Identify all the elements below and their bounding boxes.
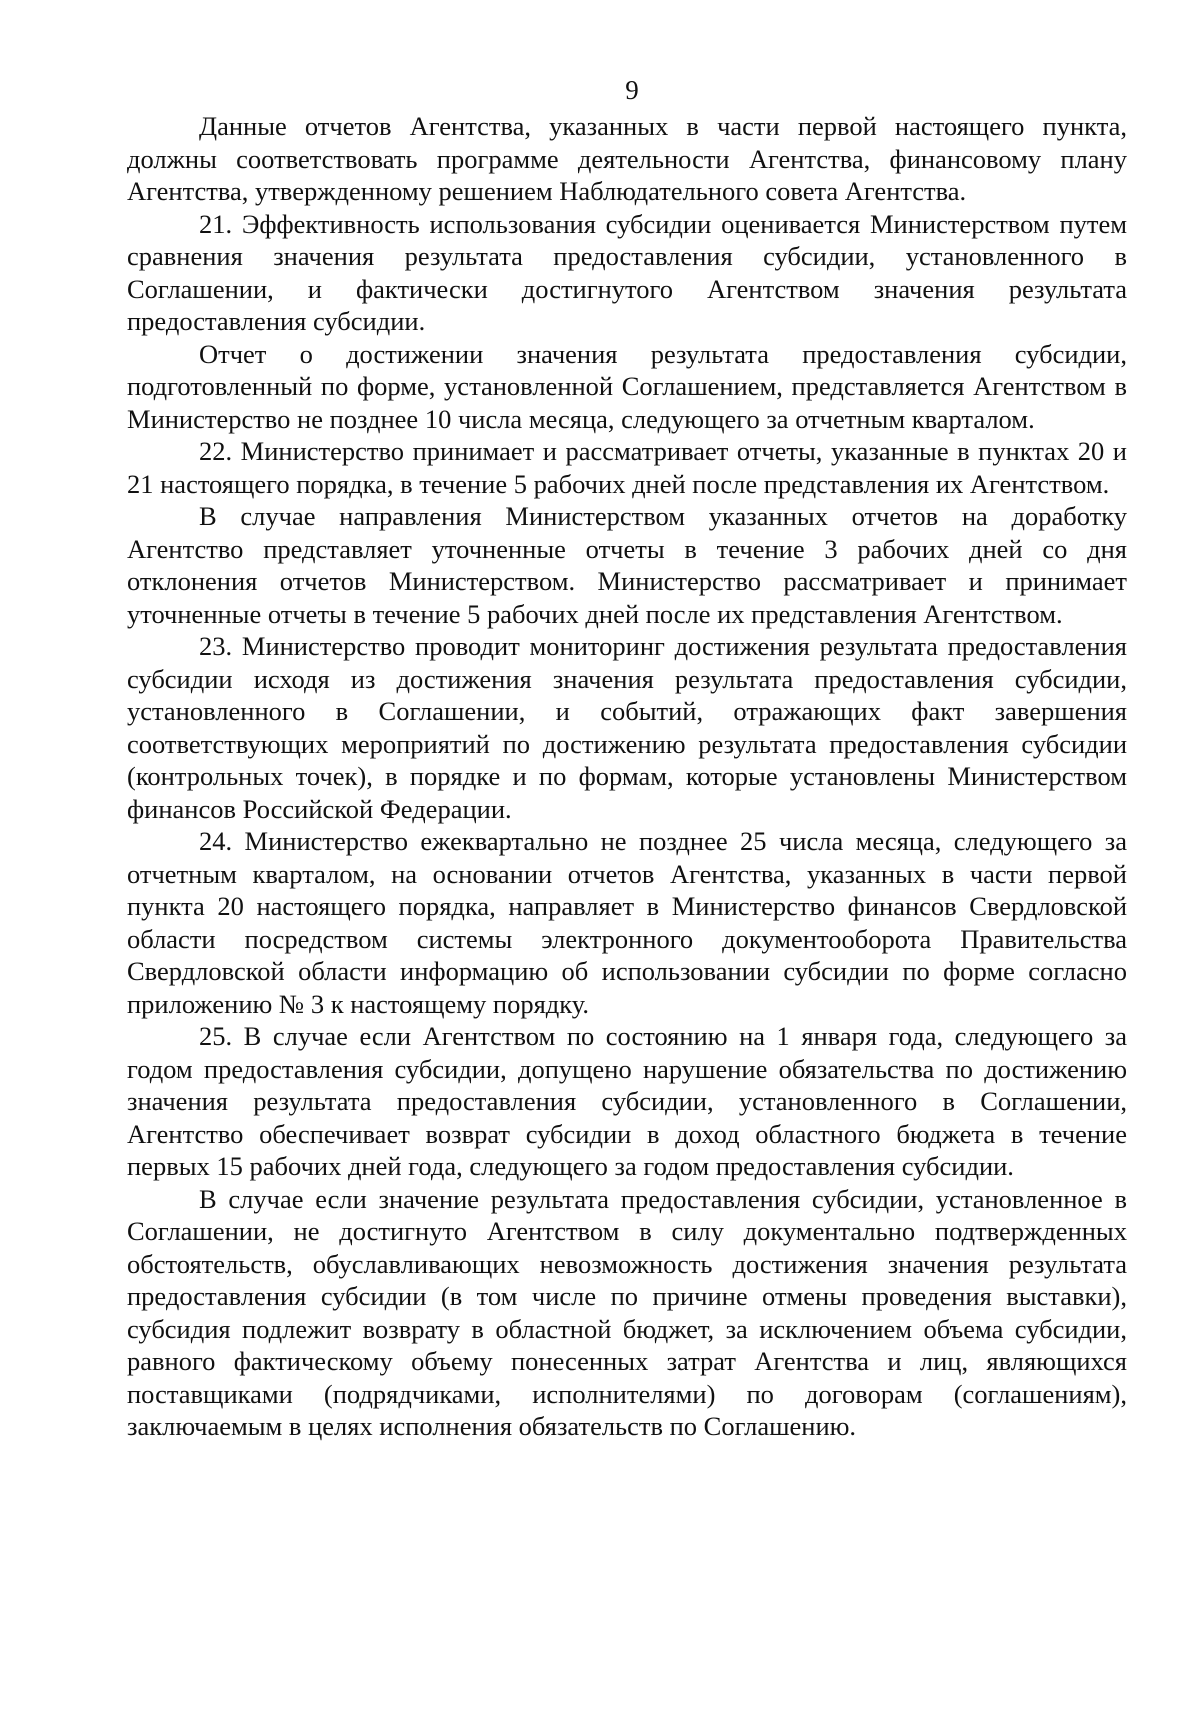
paragraph-refund-exception: В случае если значение результата предоставления субсидии, установленное в Соглашении, не достигнуто Агентством в силу документально подтвержденных обстоятельств, обуславливающих невозможность достижения значения результата предоставления субсидии (в том числе по причине отмены проведения выставки), субсидия подлежит возврату в областной бюджет, за исключением объема субсидии, равного фактическому объему понесенных затрат Агентства и лиц, являющихся поставщиками (подрядчиками, исполнителями) по договорам (соглашениям), заключаемым в целях исполнения обязательств по Соглашению. — [127, 1183, 1127, 1441]
paragraph-item-24: 24. Министерство ежеквартально не позднее 25 числа месяца, следующего за отчетным кварталом, на основании отчетов Агентства, указанных в части первой пункта 20 настоящего порядка, направляет в Министерство финансов Свердловской области посредством системы электронного документооборота Правительства Свердловской области информацию об использовании субсидии по форме согласно приложению № 3 к настоящему порядку. — [127, 826, 1127, 1019]
page-number: 9 — [625, 75, 639, 105]
paragraph-revision: В случае направления Министерством указанных отчетов на доработку Агентство представляет уточненные отчеты в течение 3 рабочих дней со дня отклонения отчетов Министерством. Министерство рассматривает и принимает уточненные отчеты в течение 5 рабочих дней после их представления Агентством. — [127, 501, 1127, 629]
paragraph-item-25: 25. В случае если Агентством по состоянию на 1 января года, следующего за годом предоставления субсидии, допущено нарушение обязательства по достижению значения результата предоставления субсидии, установленного в Соглашении, Агентство обеспечивает возврат субсидии в доход областного бюджета в течение первых 15 рабочих дней года, следующего за годом предоставления субсидии. — [127, 1021, 1127, 1181]
paragraph-item-21: 21. Эффективность использования субсидии оценивается Министерством путем сравнения значения результата предоставления субсидии, установленного в Соглашении, и фактически достигнутого Агентством значения результата предоставления субсидии. — [127, 208, 1127, 336]
paragraph-item-22: 22. Министерство принимает и рассматривает отчеты, указанные в пунктах 20 и 21 настоящего порядка, в течение 5 рабочих дней после представления их Агентством. — [127, 436, 1127, 499]
paragraph-item-23: 23. Министерство проводит мониторинг достижения результата предоставления субсидии исходя из достижения значения результата предоставления субсидии, установленного в Соглашении, и событий, отражающих факт завершения соответствующих мероприятий по достижению результата предоставления субсидии (контрольных точек), в порядке и по формам, которые установлены Министерством финансов Российской Федерации. — [127, 631, 1127, 824]
document-body — [127, 110, 1127, 1443]
paragraph-reports-compliance: Данные отчетов Агентства, указанных в части первой настоящего пункта, должны соответствовать программе деятельности Агентства, финансовому плану Агентства, утвержденному решением Наблюдательного совета Агентства. — [127, 111, 1127, 206]
paragraph-report-submission: Отчет о достижении значения результата предоставления субсидии, подготовленный по форме, установленной Соглашением, представляется Агентством в Министерство не позднее 10 числа месяца, следующего за отчетным кварталом. — [127, 338, 1127, 434]
